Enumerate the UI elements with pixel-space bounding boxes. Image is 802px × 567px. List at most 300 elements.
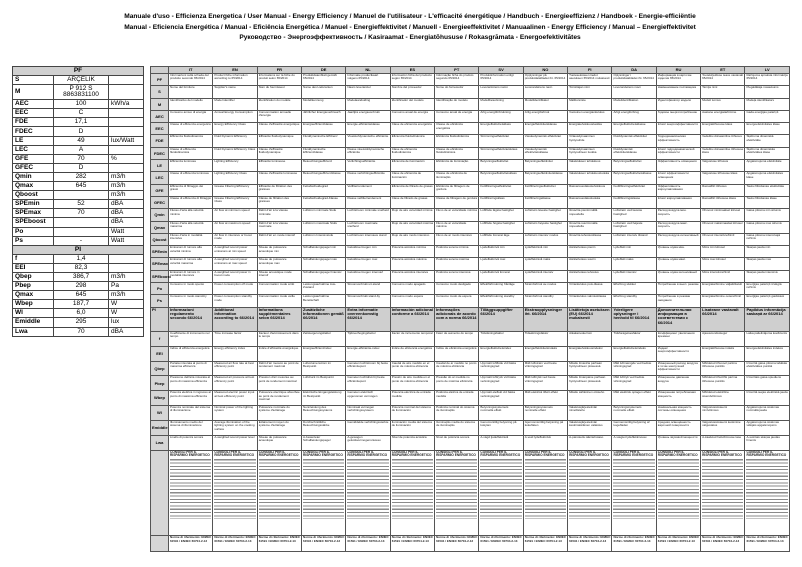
cell: Aikakasvukerroin [568,331,612,346]
cell: Lighting Efficiency [213,160,257,172]
cell: Fettfiltreringsklasse [523,196,567,208]
pi-header-cell: Papildus informācija saskaņā ar 66/2014 [745,307,790,331]
cell: Mudeli tunnus [701,98,745,110]
tips-text-block [347,457,388,519]
spec-sym: Emiddle [13,318,54,327]
spec-sym: Po [13,227,54,236]
spec-sym: Qmax [13,291,54,300]
cell: Fluxo de ar velocidade mínima [435,209,479,221]
tips-title: CONSIGLI PER IL RISPARMIO ENERGETICO [391,449,432,457]
cell: Klasse verlichtingsefficiëntie [346,172,390,184]
cell: Væskedynamisk effektivitet [523,135,567,147]
cell: Niveau de puissance acoustique min [257,246,301,258]
spec-unit [109,109,144,118]
cell: Air flow at maximum speed [213,221,257,233]
cell: Débit d'air mesuré au point de rendement maximal [257,361,301,376]
cell: Гидродинамическая эффективность [656,135,700,147]
spec-row [13,209,144,218]
table-row [151,270,790,282]
spec-unit: Watt [109,236,144,245]
row-key: Emiddle [151,420,169,435]
cell: Consumo anual de energia [435,110,479,122]
cell: Stroomverbruik stand-by [346,295,390,307]
table-row [151,435,790,450]
cell: Consumo modo de espera [435,295,479,307]
spec-value: 187,7 [54,300,109,309]
cell: Tijdsverhogingsfactor [346,331,390,346]
cell: Laika palielinājuma koeficients [745,331,790,346]
cell: Lydeffekt min [612,246,656,258]
cell: Luftflöde lägsta hastighet [479,209,523,221]
cell: Strømforbruk av-modus [523,283,567,295]
row-key: PF [151,74,169,86]
cell: Årlig energiförbrukning [479,110,523,122]
cell: Air flow in intensive or boost mode [213,233,257,245]
spec-row [13,309,144,318]
language-code: ES [390,67,434,74]
cell: Efficienza luminosa [169,160,213,172]
cell: Energieffektivitetsindeks [523,346,567,361]
cell: Õhuvool maksimaalsel kiirusel [701,221,745,233]
cell: Schallleistungspegel min [302,246,346,258]
table-row [151,135,790,147]
cell: Valaistuksen tehokkuus [568,160,612,172]
cell: Уровень шума мин. [656,246,700,258]
language-code: IT [169,67,213,74]
cell: Efficacité lumineuse [257,160,301,172]
spec-value: D [54,163,109,172]
row-key: Ps [151,295,169,307]
spec-unit: m3/h [109,172,144,181]
cell: Äänitehotaso suurin [568,258,612,270]
cell: Energieffektivitetsklass [479,123,523,135]
spec-value: 645 [54,291,109,300]
spec-row [13,227,144,236]
cell: Presión de aire medida en el punto de máxima eficiencia [390,376,434,391]
spec-value: 100 [54,100,109,109]
model-value: P 912 S 8863831100 [54,85,109,100]
cell: Potência sonora mínima [435,246,479,258]
cell: Belysningssystemets nominelle effekt [523,406,567,421]
tips-cell [213,450,257,536]
cell: Zeitsteigerungsfaktor [302,331,346,346]
cell: Energiatarbimine ooterežiimil [701,295,745,307]
tips-text-block [569,457,610,519]
cell: Measured air pressure at best efficiency point [213,376,257,391]
standards-cell: Norme di riferimento: EN/IEC 61591 / EN/IEC 60704-2-13 [435,536,479,552]
cell: Virrankulutus pois-tilassa [568,283,612,295]
cell: Mitattu ilmanpaine parhaan hyötysuhteen pisteessä [568,376,612,391]
cell: Valgustussüsteemi nimivõimsus [701,406,745,421]
tips-cell [568,450,612,536]
cell: Débit d'air à la vitesse maximale [257,221,301,233]
cell: Grease Filtering Efficiency Class [213,196,257,208]
cell: Name des Lieferanten [302,86,346,98]
cell: Belysningseffektivitetsklass [479,172,523,184]
cell: Jährlicher Energieverbrauch [302,110,346,122]
spec-unit: lux/Watt [109,136,144,145]
language-code: PT [435,67,479,74]
pi-header-cell: Lisateave vastavalt 66/2014 [701,307,745,331]
standards-cell: Norme di riferimento: EN/IEC 61591 / EN/IEC 60704-2-13 [302,536,346,552]
spec-row [13,272,144,281]
row-key: M [151,98,169,110]
spec-row [13,282,144,291]
row-key: Lwa [151,435,169,450]
table-row [151,331,790,346]
cell: Потребление в режиме ожидания [656,295,700,307]
tips-title: CONSIGLI PER IL RISPARMIO ENERGETICO [303,449,343,457]
cell: Niveau de puissance acoustique max [257,258,301,270]
pi-header-cell: Дополнительная информация в соответствии с 66/2014 [656,307,700,331]
cell: Nombre del proveedor [390,86,434,98]
tips-cell [701,450,745,536]
standards-cell: Norme di riferimento: EN/IEC 61591 / EN/IEC 60704-2-13 [346,536,390,552]
tips-title: CONSIGLI PER IL RISPARMIO ENERGETICO [258,449,299,457]
spec-value: 386,7 [54,272,109,281]
cell: Gjennomsnittlig belysning på kokeflaten [523,420,567,435]
cell: Iluminación media del sistema de iluminación [390,420,434,435]
cell: Valgustussüsteemi keskmine valgustatus [701,420,745,435]
cell: Valaistusjärjestelmän keskimääräinen valaistus [568,420,612,435]
cell: Elforbrug slukket [612,283,656,295]
row-key: GFE [151,184,169,196]
cell: Fluxo de ar modo intensivo [435,233,479,245]
cell: A-svērtais skaņas jaudas līmenis [745,435,790,450]
pi-header-cell: Extra informatie overeenkomstig 66/2014 [346,307,390,331]
spec-sym: SPEmax [13,209,54,218]
cell: Luchtstroom intensieve stand [346,233,390,245]
table-row [151,196,790,208]
cell: Energiatarbimine väljalülitatult [701,283,745,295]
standards-row [151,536,790,552]
cell: Lydeffekt intensiv [612,270,656,282]
table-row [151,346,790,361]
cell: Potencia eléctrica de entrada medida [390,391,434,406]
cell: Izmērītais gaisa spiediens [745,376,790,391]
cell: Potência sonora máxima [435,258,479,270]
tips-text-block [525,457,566,519]
model-symbol: M [13,85,54,100]
language-code: FR [257,67,301,74]
cell: Eficiencia fluidodinámica [390,135,434,147]
cell: Valaistusjärjestelmän nimellisteho [568,406,612,421]
cell: Müra intensiivrežiimil [701,270,745,282]
cell: Номинальная мощность системы освещения [656,406,700,421]
spec-rows-pi [13,254,144,336]
cell: Classe di efficienza luminosa [169,172,213,184]
cell: Potência elétrica de entrada medida [435,391,479,406]
cell: Potencia nominal del sistema de iluminación [390,406,434,421]
row-key: Qmin [151,209,169,221]
cell: Эффективность жироулавливания [656,184,700,196]
spec-sym: GFE [13,154,54,163]
cell: Clase de eficiencia energética [390,123,434,135]
tips-title: CONSIGLI PER IL RISPARMIO ENERGETICO [170,449,210,457]
cell: Belysningssystemets nominelle effekt [612,406,656,421]
cell: Luftstrom minimale Stufe [302,209,346,221]
cell: Rasvafiltri tõhusus [701,184,745,196]
language-code: DA [612,67,656,74]
cell: Индекс энергоэффективности [656,346,700,361]
cell: Emissioni di rumore alla velocità minima [169,246,213,258]
cell: Average illumination of the lighting system on the cooking surface [213,420,257,435]
cell: Energoefektivitātes indekss [745,346,790,361]
cell: Målt elektrisk tilført effekt [523,391,567,406]
language-code: DE [302,67,346,74]
table-row [151,233,790,245]
spec-row [13,300,144,309]
cell: Skaņas jauda max [745,258,790,270]
cell: Müra max kiirusel [701,258,745,270]
cell: Класс эффективности освещения [656,172,700,184]
cell: Classe de eficiência de iluminação [435,172,479,184]
cell: Uppmätt luftflöde vid bästa verkningsgrad [479,361,523,376]
row-key: FDE [151,135,169,147]
spec-row [13,182,144,191]
cell: Identificativo del modello [169,98,213,110]
cell: Efficienza di filtraggio dei grassi [169,184,213,196]
spec-row [13,318,144,327]
cell: Leistungsaufnahme Aus-Zustand [302,283,346,295]
cell: Potencia acústica intensiva [390,270,434,282]
cell: A-gewogen geluidsvermogensniveau [346,435,390,450]
spec-value: 645 [54,182,109,191]
cell: Éclairement moyen du système d'éclairage [257,420,301,435]
cell: Fedtfiltreringseffektivitet [612,184,656,196]
standards-cell: Norme di riferimento: EN/IEC 61591 / EN/IEC 60704-2-13 [390,536,434,552]
tips-text-block [613,457,654,519]
cell: Rasvansuodatustehokkuus [568,184,612,196]
cell: Gemeten luchtstroom bij beste efficiëntiepunt [346,361,390,376]
cell: Nome do fornecedor [435,86,479,98]
spec-row [13,200,144,209]
pi-header-cell: Información adicional conforme a 66/2014 [390,307,434,331]
cell: Niveau de puissance acoustique [257,435,301,450]
cell: Coefficiente di incremento nel tempo [169,331,213,346]
spec-sym: Lwa [13,327,54,336]
spec-unit: dBA [109,209,144,218]
cell: Rasvafiltri tõhususe klass [701,196,745,208]
cell: Målt luftstrøm ved beste virkningsgrad [523,361,567,376]
table-row [151,147,790,159]
cell: Potência sonora intensiva [435,270,479,282]
language-code: NL [346,67,390,74]
cell: Ljudeffektnivå forcerat [479,270,523,282]
cell: Uppmätt eleffekt vid bästa verkningsgrad [479,391,523,406]
cell: Mitattu ilmavirta parhaan hyötysuhteen pisteessä [568,361,612,376]
cell: Rasvansuodatusluokka [568,196,612,208]
table-row [151,258,790,270]
cell: Belysningseffektivitetsklasse [612,172,656,184]
tips-cell [656,450,700,536]
cell: Opplysninger på produktdatabladet iht. 65/2014 [523,74,567,86]
language-code: LV [745,67,790,74]
cell: Classe d'efficacité fluidodynamique [257,147,301,159]
title-line: Manual - Eficiencia Energética / Manual - Eficiência Energética / Manuel - Energieffektivitet / Manuell - Energieeffektivitet / Manuaalinen - Energy Efficiency / Manual – Energieffektivitet [124,23,696,31]
cell: Emissioni di rumore in modalità intensiva [169,270,213,282]
cell: Расход воздуха интенсивный [656,233,700,245]
cell: Informations sur la fiche du produit selon 65/2014 [257,74,301,86]
spec-value: - [54,236,109,245]
tips-text-block [480,457,521,519]
spec-unit: W [109,309,144,318]
spec-row [13,154,144,163]
cell: Débit d'air en mode intensif [257,233,301,245]
spec-row [13,236,144,245]
table-row [151,420,790,435]
cell: Gaisa plūsma min ātrumā [745,209,790,221]
cell: Modeļa identifikators [745,98,790,110]
cell: Tidsøkningsfaktor [523,331,567,346]
language-code: SV [479,67,523,74]
cell: Flusso d'aria in modalità intensiva [169,233,213,245]
cell: Luftstrøm laveste hastighet [523,209,567,221]
cell: Коэффициент увеличения времени [656,331,700,346]
cell: Virrankulutus valmiustilassa [568,295,612,307]
cell: Fettfiltreringsklass [479,196,523,208]
spec-value: D [54,127,109,136]
spec-unit: % [109,154,144,163]
cell: A-weighted sound power in boost mode [213,270,257,282]
cell: Virtausdynaamisen hyötysuhteen luokka [568,147,612,159]
cell: Classe de eficiência energética [435,123,479,135]
cell: Energieffektivitetsindeks [612,346,656,361]
row-key: Po [151,283,169,295]
cell: Produktinformation enligt 65/2014 [479,74,523,86]
cell: Fluid Dynamic Efficiency [213,135,257,147]
spec-header-pi: PI [13,245,144,254]
cell: Fator de aumento do tempo [435,331,479,346]
cell: A-vägd ljudeffektnivå [479,435,523,450]
cell: Classe di efficienza fluidodinamica [169,147,213,159]
cell: Genomsnittlig belysning på kokytan [479,420,523,435]
cell: Flusso d'aria alla velocità massima [169,221,213,233]
cell: Pression d'air mesurée au point de rendement maximal [257,376,301,391]
cell: Iluminação média do sistema de iluminação [435,420,479,435]
cell: Potencia acústica mínima [390,246,434,258]
cell: Mõõdetud elektriline sisendvõimsus [701,391,745,406]
cell: Leverantörens namn [479,86,523,98]
cell: Vetfilterrendement [346,184,390,196]
tips-title: CONSIGLI PER IL RISPARMIO ENERGETICO [613,449,654,457]
row-key: f [151,331,169,346]
cell: Lydeffektnivå maks [523,258,567,270]
cell: Model identifier [213,98,257,110]
cell: Puissance électrique absorbée au point de rendement maximal [257,391,301,406]
cell: Energie-efficiëntieklasse [346,123,390,135]
cell: Caudal de aire medido en el punto de máxima eficiencia [390,361,434,376]
spec-value: 52 [54,200,109,209]
cell: Energieeffizienzindex [302,346,346,361]
cell: Измеренный расход воздуха в точке наилучшей эффективности [656,361,700,376]
cell: Fedtfiltreringsklasse [612,196,656,208]
spec-sym: Pbep [13,282,54,291]
cell: Fluiddynamisk effektivitet [612,135,656,147]
cell: Gada enerģijas patēriņš [745,110,790,122]
cell: Energy efficiency index [213,346,257,361]
language-code: EN [213,67,257,74]
row-key: Qmax [151,221,169,233]
cell: Indice di efficienza energetica [169,346,213,361]
table-row [151,246,790,258]
cell: Fettabscheidegrad-Klasse [302,196,346,208]
spec-unit [109,118,144,127]
cell: A-kaalutud helivõimsuse tase [701,435,745,450]
cell: Tidsökningsfaktor [479,331,523,346]
cell: Væskedynamisk effektivitetsklasse [523,147,567,159]
cell: Clase de eficiencia de iluminación [390,172,434,184]
pi-header-cell: Additional information according to 66/2014 [213,307,257,331]
cell: Gemeten elektrisch opgenomen vermogen [346,391,390,406]
standards-cell: Norme di riferimento: EN/IEC 61591 / EN/IEC 60704-2-13 [656,536,700,552]
cell: Apgaismojuma sistēmas vidējais apgaismojums [745,420,790,435]
cell: Õhuvool intensiivrežiimil [701,233,745,245]
spec-unit: dBA [109,327,144,336]
cell: Air flow at minimum speed [213,209,257,221]
tips-text-block [658,457,699,519]
tips-row [151,450,790,536]
cell: Klasse vloeistofdynamische efficiëntie [346,147,390,159]
spec-row [13,145,144,154]
language-code: ET [701,67,745,74]
cell: Nivel de potencia acústica [390,435,434,450]
cell: Apgaismojuma sistēmas nominālā jauda [745,406,790,421]
cell: Piegādātāja nosaukums [745,86,790,98]
cell: Classe de filtration des graisses [257,196,301,208]
spec-header: PF [13,67,144,76]
cell: Toimittajan nimi [568,86,612,98]
cell: Strømforbruk standby [523,295,567,307]
cell: Fluxo de ar velocidade máxima [435,221,479,233]
spec-row [13,263,144,272]
cell: Mallitunniste [568,98,612,110]
cell: Schallleistungspegel max [302,258,346,270]
spec-value: C [54,109,109,118]
spec-sym: Qboost [13,191,54,200]
spec-unit: m3/h [109,182,144,191]
row-key: EEI [151,346,169,361]
spec-sym: AEC [13,100,54,109]
translation-body [151,74,790,552]
spec-sym: Ps [13,236,54,245]
cell: Caudal de ar medido no ponto de máxima eficiência [435,361,479,376]
cell: Energieffektivitetsindex [479,346,523,361]
spec-row [13,118,144,127]
cell: Gemeten luchtdruk bij beste efficiëntiepunt [346,376,390,391]
spec-unit: Watt [109,227,144,236]
cell: Classe d'efficacité lumineuse [257,172,301,184]
spec-value: 295 [54,318,109,327]
cell: Puissance nominale du système d'éclairage [257,406,301,421]
cell: Nominal power of the lighting system [213,406,257,421]
spec-unit: lux [109,318,144,327]
cell: Consumo annuo di energia [169,110,213,122]
cell: Наименование поставщика [656,86,700,98]
cell: Класс жироулавливания [656,196,700,208]
table-row [151,110,790,122]
row-key: SPEmin [151,246,169,258]
standards-cell: Norme di riferimento: EN/IEC 61591 / EN/IEC 60704-2-13 [612,536,656,552]
standards-cell: Norme di riferimento: EN/IEC 61591 / EN/IEC 60704-2-13 [213,536,257,552]
table-row [151,283,790,295]
cell: Consumo anual de energía [390,110,434,122]
cell: Luftstrøm ved laveste hastighed [612,209,656,221]
cell: Consumo modo apagado [390,283,434,295]
cell: Virtausdynaaminen hyötysuhde [568,135,612,147]
cell: Portata misurata al punto di massima efficienza [169,361,213,376]
tips-title: CONSIGLI PER IL RISPARMIO ENERGETICO [702,449,742,457]
